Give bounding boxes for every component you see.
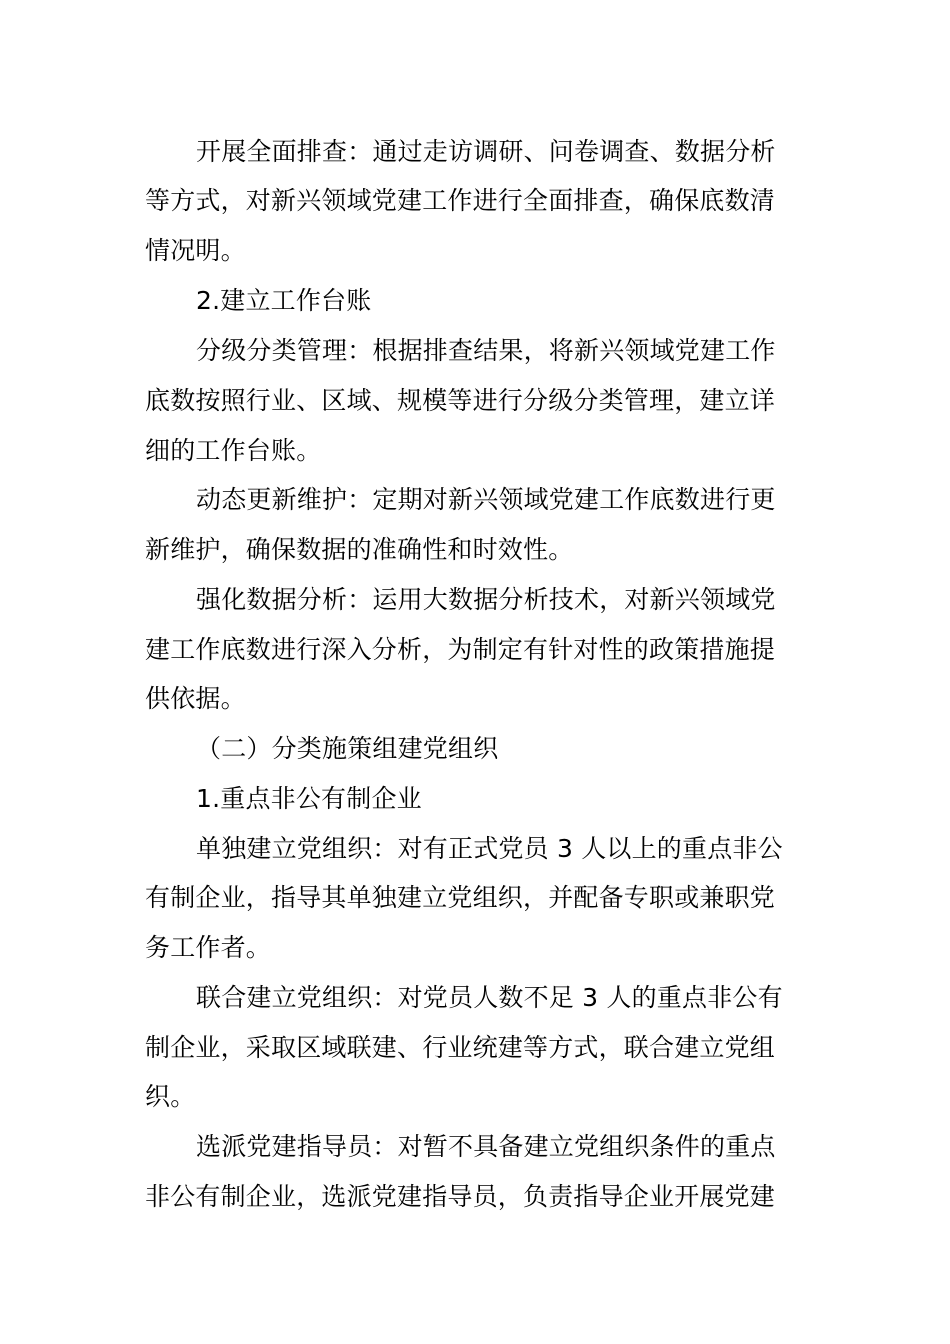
paragraph-line: 供依据。: [145, 684, 246, 713]
paragraph-line: 开展全面排查：通过走访调研、问卷调查、数据分析: [196, 137, 776, 166]
section-heading: 2.建立工作台账: [196, 286, 372, 315]
paragraph-line: 情况明。: [145, 236, 246, 265]
paragraph-line: 动态更新维护：定期对新兴领域党建工作底数进行更: [196, 485, 776, 514]
paragraph-line: 新维护，确保数据的准确性和时效性。: [145, 535, 574, 564]
paragraph-line: 底数按照行业、区域、规模等进行分级分类管理，建立详: [145, 386, 776, 415]
paragraph-line: 制企业，采取区域联建、行业统建等方式，联合建立党组: [145, 1033, 776, 1062]
paragraph-line: 联合建立党组织：对党员人数不足 3 人的重点非公有: [196, 983, 783, 1012]
paragraph-line: 织。: [145, 1082, 196, 1111]
paragraph-line: 单独建立党组织：对有正式党员 3 人以上的重点非公: [196, 834, 783, 863]
paragraph-line: 选派党建指导员：对暂不具备建立党组织条件的重点: [196, 1132, 776, 1161]
paragraph-line: 分级分类管理：根据排查结果，将新兴领域党建工作: [196, 336, 776, 365]
paragraph-line: 有制企业，指导其单独建立党组织，并配备专职或兼职党: [145, 883, 776, 912]
paragraph-line: 务工作者。: [145, 933, 272, 962]
paragraph-line: 等方式，对新兴领域党建工作进行全面排查，确保底数清: [145, 186, 776, 215]
paragraph-line: 强化数据分析：运用大数据分析技术，对新兴领域党: [196, 585, 776, 614]
paragraph-line: 非公有制企业，选派党建指导员，负责指导企业开展党建: [145, 1182, 776, 1211]
section-title: （二）分类施策组建党组织: [196, 734, 499, 763]
paragraph-line: 细的工作台账。: [145, 436, 322, 465]
paragraph-line: 建工作底数进行深入分析，为制定有针对性的政策措施提: [145, 635, 776, 664]
section-heading: 1.重点非公有制企业: [196, 784, 422, 813]
